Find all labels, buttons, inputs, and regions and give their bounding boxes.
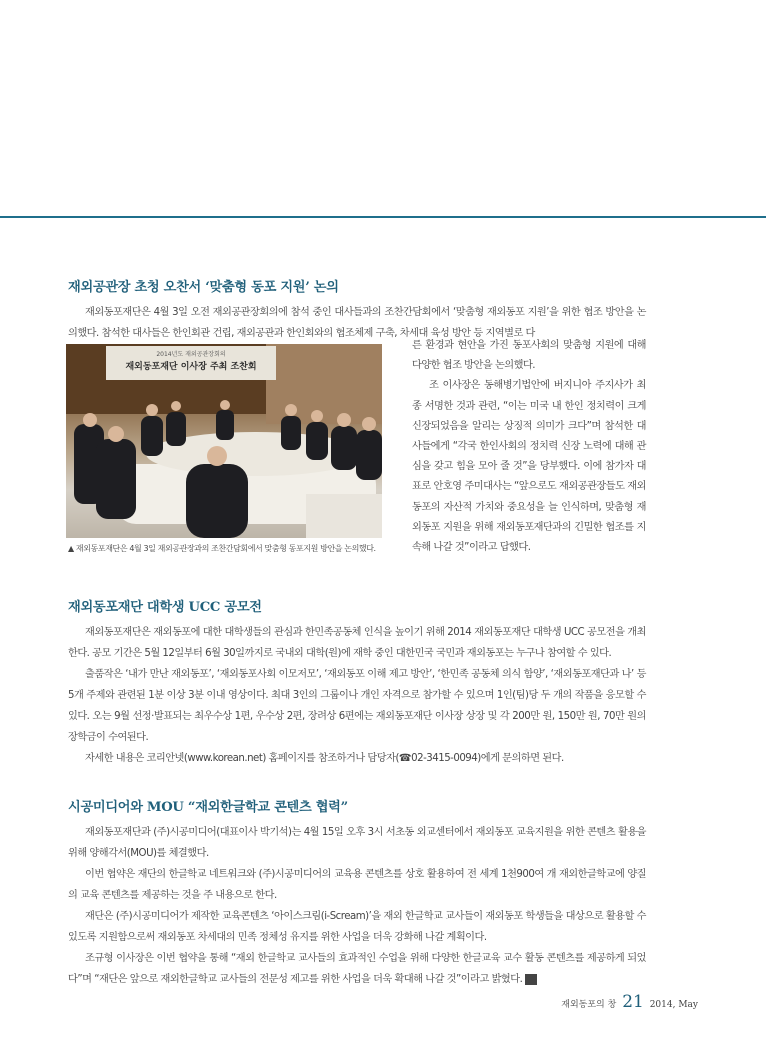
article-paragraph: 조 이사장은 동해병기법안에 버지니아 주지사가 최종 서명한 것과 관련, “이는 미국 내 한인 정치력이 크게 신장되었음을 알리는 상징적 의미가 크다”며 참석한 대사들에게 “각국 한인사회의 정치력 신장 노력에 대해 관심을 갖고 힘을 모아 줄 것”을 당부했다. 이에 참가자 대표로 안호영 주미대사는 “앞으로도 재외공관장들도 재외동포의 자산적 가치와 중요성을 늘 인식하며, 맞춤형 재외동포 지원을 위해 재외동포재단과의 긴밀한 협조를 지속해 나갈 것”이라고 답했다.: [412, 380, 646, 554]
article-heading-2: 재외동포재단 대학생 UCC 공모전: [68, 600, 262, 615]
article-paragraph: 자세한 내용은 코리안넷(www.korean.net) 홈페이지를 참조하거나 담당자(☎02-3415-0094)에게 문의하면 된다.: [85, 753, 564, 764]
article-paragraph: 이번 협약은 재단의 한글학교 네트워크와 (주)시공미디어의 교육용 콘텐츠를 상호 활용하여 전 세계 1천900여 개 재외한글학교에 양질의 교육 콘텐츠를 제공하는 것을 주 내용으로 한다.: [68, 869, 646, 901]
photo-banner-small: 2014년도 재외공관장회의: [156, 351, 226, 358]
magazine-name: 재외동포의 창: [561, 1000, 617, 1010]
article-section-3: [68, 796, 646, 990]
end-mark-icon: [525, 974, 537, 985]
article-paragraph: 재외동포재단은 4월 3일 오전 재외공관장회의에 참석 중인 대사들과의 조찬간담회에서 ‘맞춤형 재외동포 지원’을 위한 협조 방안을 논의했다. 참석한 대사들은 한인회관 건립, 재외공관과 한인회와의 협조체제 구축, 차세대 육성 방안 등 지역별로 다: [68, 307, 646, 339]
article-section-2: [68, 596, 646, 769]
article-section-1: [68, 276, 646, 344]
article-paragraph: 재외동포재단은 재외동포에 대한 대학생들의 관심과 한민족공동체 인식을 높이기 위해 2014 재외동포재단 대학생 UCC 공모전을 개최한다. 공모 기간은 5월 12일부터 6월 30일까지로 국내외 대학(원)에 재학 중인 대한민국 국민과 재외동포는 누구나 참여할 수 있다.: [68, 627, 646, 659]
event-photo-scene: [66, 344, 382, 538]
event-photo: [66, 344, 382, 538]
article-side-column: [412, 336, 646, 558]
article-paragraph: [68, 948, 646, 990]
top-divider: [0, 216, 766, 218]
article-paragraph: 른 환경과 현안을 가진 동포사회의 맞춤형 지원에 대해 다양한 협조 방안을 논의했다.: [412, 340, 646, 372]
photo-banner-title: 재외동포재단 이사장 주최 조찬회: [125, 362, 257, 372]
issue-date: 2014, May: [649, 1000, 698, 1010]
article-paragraph: 재외동포재단과 (주)시공미디어(대표이사 박기석)는 4월 15일 오후 3시 서초동 외교센터에서 재외동포 교육지원을 위한 콘텐츠 활용을 위해 양해각서(MOU)를 체결했다.: [68, 827, 646, 859]
page-number: 21: [622, 992, 644, 1012]
article-paragraph: 재단은 (주)시공미디어가 제작한 교육콘텐츠 ‘아이스크림(i-Scream)’을 재외 한글학교 교사들이 재외동포 학생들을 대상으로 활용할 수 있도록 지원함으로써 재외동포 차세대의 민족 정체성 유지를 위한 사업을 더욱 강화해 나갈 계획이다.: [68, 911, 646, 943]
article-heading-3: 시공미디어와 MOU “재외한글학교 콘텐츠 협력”: [68, 800, 348, 815]
page-footer: [561, 992, 698, 1012]
article-paragraph: 출품작은 ‘내가 만난 재외동포’, ‘재외동포사회 이모저모’, ‘재외동포 이해 제고 방안’, ‘한민족 공동체 의식 함양’, ‘재외동포재단과 나’ 등 5개 주제와 관련된 1분 이상 3분 이내 영상이다. 최대 3인의 그룹이나 개인 자격으로 참가할 수 있으며 1인(팀)당 두 개의 작품을 응모할 수 있다. 오는 9월 선정·발표되는 최우수상 1편, 우수상 2편, 장려상 6편에는 재외동포재단 이사장 상장 및 각 200만 원, 150만 원, 70만 원의 장학금이 수여된다.: [68, 669, 646, 743]
article-paragraph-text: 조규형 이사장은 이번 협약을 통해 “재외 한글학교 교사들의 효과적인 수업을 위해 다양한 한글교육 교수 활동 콘텐츠를 제공하게 되었다”며 “재단은 앞으로 재외한글학교 교사들의 전문성 제고를 위한 사업을 더욱 확대해 나갈 것”이라고 밝혔다.: [68, 953, 646, 985]
photo-caption: ▲ 재외동포재단은 4월 3일 재외공관장과의 조찬간담회에서 맞춤형 동포지원 방안을 논의했다.: [68, 544, 376, 553]
article-heading-1: 재외공관장 초청 오찬서 ‘맞춤형 동포 지원’ 논의: [68, 280, 339, 295]
